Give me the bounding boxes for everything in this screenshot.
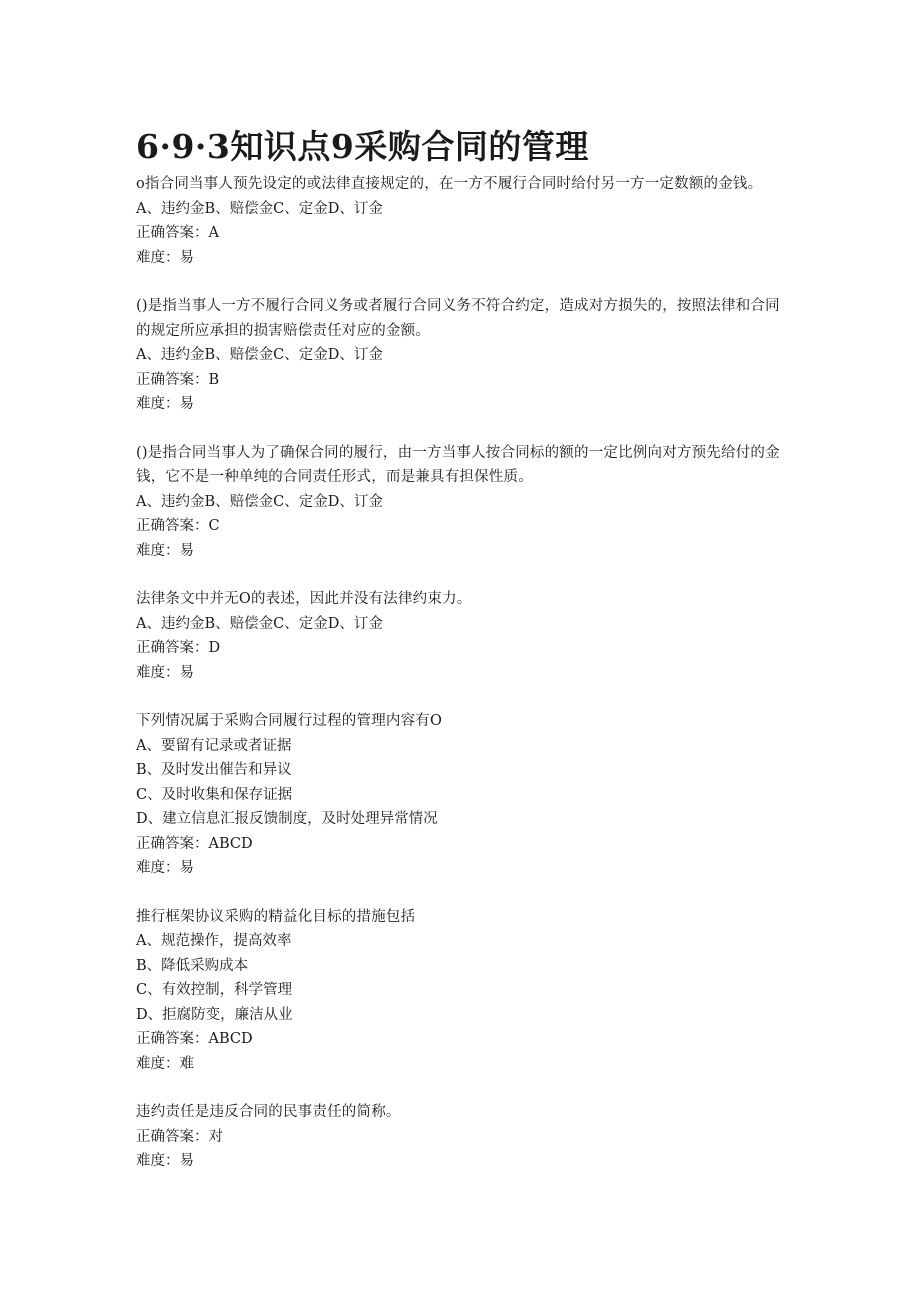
answer-value: ABCD xyxy=(208,1031,253,1047)
question-stem: ()是指当事人一方不履行合同义务或者履行合同义务不符合约定，造成对方损失的，按照法律和合同的规定所应承担的损害赔偿责任对应的金额。 xyxy=(136,298,780,339)
answer-label: 正确答案： xyxy=(136,1128,209,1145)
difficulty-value: 难 xyxy=(179,1055,194,1072)
answer-label: 正确答案： xyxy=(136,518,209,534)
answer-value: 对 xyxy=(208,1128,223,1145)
page-title: 6·9·3知识点9采购合同的管理 xyxy=(136,127,589,166)
question-item xyxy=(136,441,786,564)
question-item xyxy=(136,294,786,417)
difficulty-line xyxy=(136,661,786,686)
answer-label: 正确答案： xyxy=(136,225,209,241)
answer-label: 正确答案： xyxy=(136,371,209,388)
answer-line xyxy=(136,1027,786,1052)
difficulty-label: 难度： xyxy=(136,1055,180,1072)
difficulty-label: 难度： xyxy=(136,396,180,412)
difficulty-line xyxy=(136,246,786,271)
answer-value: A xyxy=(208,225,219,241)
question-stem: 推行框架协议采购的精益化目标的措施包括 xyxy=(136,908,416,925)
option-item: B、及时发出催告和异议 xyxy=(136,762,292,778)
question-options: A、违约金B、赔偿金C、定金D、订金 xyxy=(136,347,383,363)
difficulty-line xyxy=(136,1052,786,1077)
question-item xyxy=(136,1100,786,1174)
difficulty-value: 易 xyxy=(179,396,194,412)
option-item: D、拒腐防变，廉洁从业 xyxy=(136,1006,293,1023)
question-stem: 法律条文中并无O的表述，因此并没有法律约束力。 xyxy=(136,591,472,607)
option-item: B、降低采购成本 xyxy=(136,957,249,974)
question-stem: 下列情况属于采购合同履行过程的管理内容有O xyxy=(136,713,443,729)
difficulty-line xyxy=(136,392,786,417)
difficulty-label: 难度： xyxy=(136,860,180,876)
question-stem: o指合同当事人预先设定的或法律直接规定的，在一方不履行合同时给付另一方一定数额的金钱。 xyxy=(136,176,763,192)
option-item: C、有效控制，科学管理 xyxy=(136,982,293,998)
option-item: A、规范操作，提高效率 xyxy=(136,933,292,949)
answer-line xyxy=(136,832,786,857)
difficulty-label: 难度： xyxy=(136,542,180,559)
document-page xyxy=(136,124,786,1198)
option-item: A、要留有记录或者证据 xyxy=(136,737,292,754)
difficulty-value: 易 xyxy=(179,542,194,559)
answer-line xyxy=(136,368,786,393)
answer-value: C xyxy=(208,518,220,534)
answer-label: 正确答案： xyxy=(136,835,209,852)
question-item xyxy=(136,905,786,1077)
difficulty-line xyxy=(136,856,786,881)
option-item: D、建立信息汇报反馈制度，及时处理异常情况 xyxy=(136,811,438,827)
difficulty-label: 难度： xyxy=(136,1153,180,1169)
difficulty-label: 难度： xyxy=(136,249,180,266)
answer-line xyxy=(136,514,786,539)
answer-line xyxy=(136,636,786,661)
answer-label: 正确答案： xyxy=(136,640,209,656)
question-stem: ()是指合同当事人为了确保合同的履行，由一方当事人按合同标的额的一定比例向对方预先给付的金钱，它不是一种单纯的合同责任形式，而是兼具有担保性质。 xyxy=(136,444,780,485)
answer-line xyxy=(136,221,786,246)
difficulty-value: 易 xyxy=(179,1153,194,1169)
question-stem: 违约责任是违反合同的民事责任的简称。 xyxy=(136,1104,401,1120)
difficulty-value: 易 xyxy=(179,860,194,876)
difficulty-line xyxy=(136,539,786,564)
question-options: A、违约金B、赔偿金C、定金D、订金 xyxy=(136,615,383,632)
difficulty-line xyxy=(136,1149,786,1174)
question-options: A、违约金B、赔偿金C、定金D、订金 xyxy=(136,493,383,510)
difficulty-value: 易 xyxy=(179,249,194,266)
question-item xyxy=(136,709,786,881)
answer-value: B xyxy=(208,371,220,388)
question-item xyxy=(136,172,786,270)
difficulty-value: 易 xyxy=(179,664,194,681)
question-item xyxy=(136,587,786,685)
question-options: A、违约金B、赔偿金C、定金D、订金 xyxy=(136,200,383,217)
answer-value: D xyxy=(208,640,221,656)
answer-label: 正确答案： xyxy=(136,1031,209,1047)
difficulty-label: 难度： xyxy=(136,664,180,681)
option-item: C、及时收集和保存证据 xyxy=(136,786,293,803)
answer-line xyxy=(136,1125,786,1150)
answer-value: ABCD xyxy=(208,835,253,852)
